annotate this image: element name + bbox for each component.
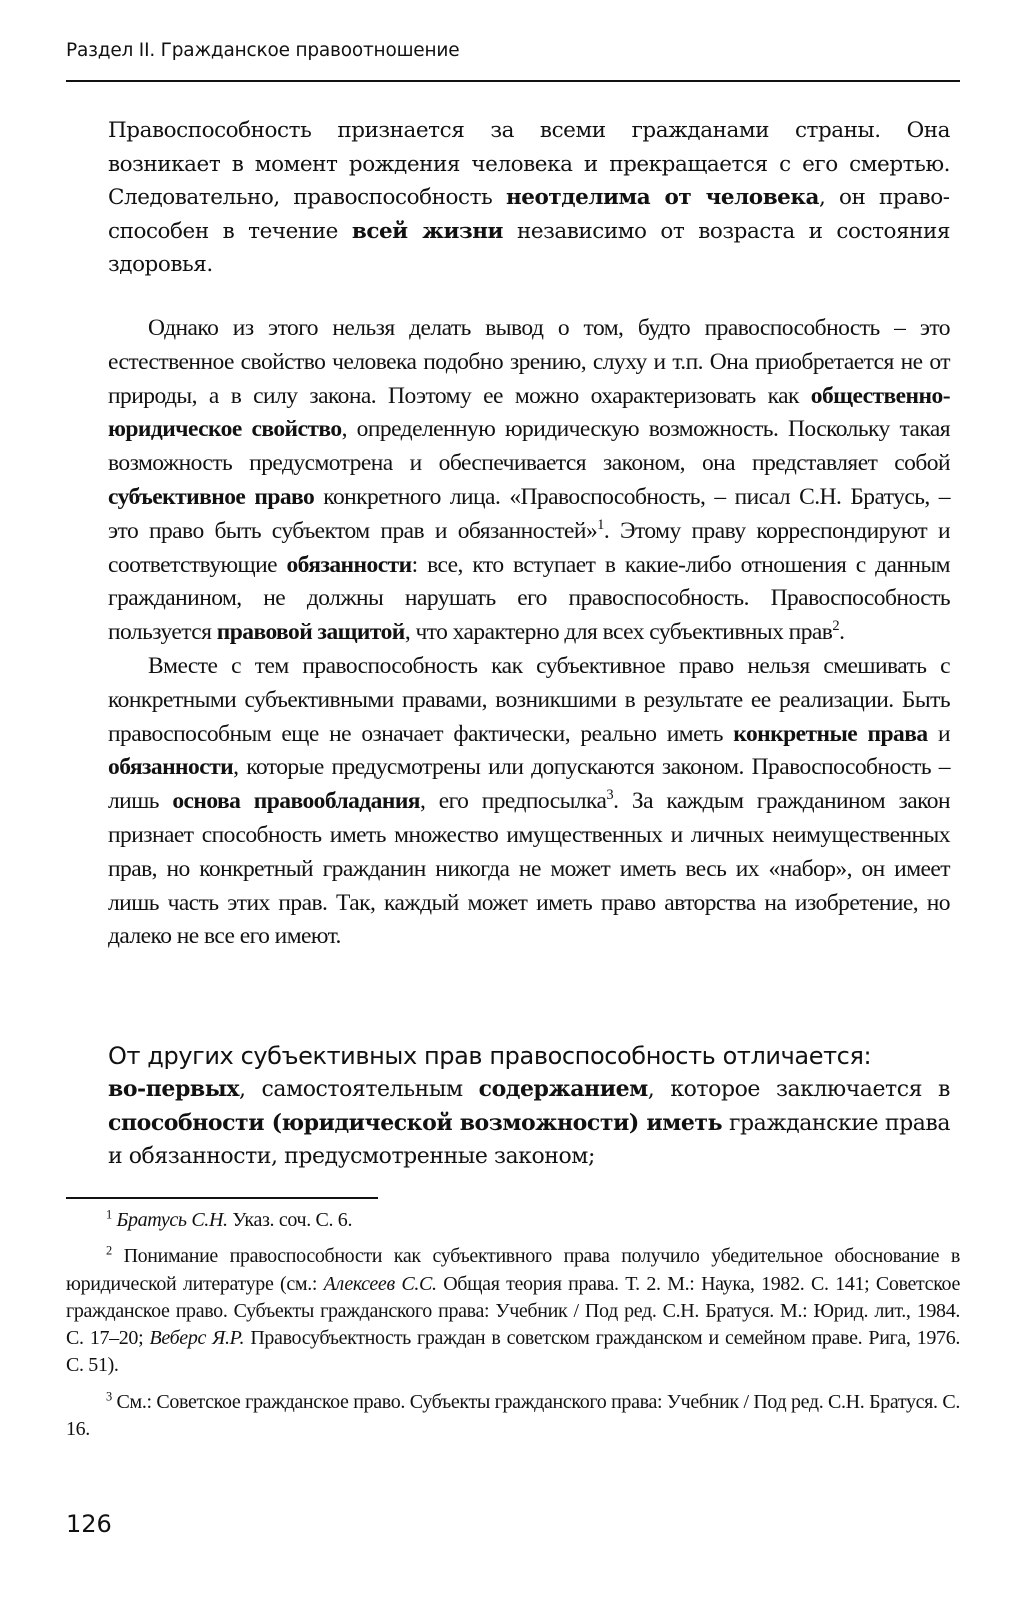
- footnotes: [66, 1207, 960, 1452]
- text-run: независимо от возраста и состояния здоровья.: [108, 218, 951, 277]
- paragraph-large-2: [108, 1073, 950, 1174]
- small-text-block: [108, 312, 950, 954]
- footnote-ref[interactable]: 2: [832, 618, 840, 635]
- author-name: Веберс Я.Р.: [149, 1327, 245, 1350]
- paragraph-small-1: [108, 312, 950, 650]
- bold-term: конкретные права: [733, 720, 928, 747]
- text-run: , самостоятельным: [238, 1077, 479, 1102]
- footnote-rule: [66, 1197, 378, 1199]
- author-name: Алексеев С.С.: [323, 1272, 437, 1295]
- text-run: , что характерно для всех субъективных прав: [404, 619, 833, 646]
- bold-term: правовой защитой: [216, 619, 405, 646]
- paragraph-small-2: [108, 650, 950, 954]
- text-run: . Этому праву корреспондируют и соответствующие: [108, 517, 950, 578]
- footnote-2: [66, 1243, 960, 1379]
- text-run: Понимание правоспособности как субъективного права получило убедительное обоснование в юридической литературе (см.:: [66, 1245, 960, 1295]
- text-run: Однако из этого нельзя делать вывод о том, будто правоспособность – это естественное свойство человека подобно зрению, слуху и т.п. Она приобретается не от природы, а в силу закона. Поэтому ее можно охарактеризовать как: [108, 315, 950, 409]
- header-rule: [66, 80, 960, 82]
- bold-term: общественно-юридическое свойство: [108, 382, 950, 443]
- author-name: Братусь С.Н.: [116, 1209, 228, 1231]
- text-run: , которое заключается в: [647, 1077, 950, 1102]
- page-number: 126: [66, 1510, 112, 1538]
- text-run: Вместе с тем правоспособность как субъективное право нельзя смешивать с конкретными субъективными правами, возникшими в результате ее реализации. Быть правоспособным еще не означает фактически, реально иметь: [108, 652, 950, 747]
- text-run: .: [839, 619, 845, 646]
- footnote-number: 3: [106, 1389, 112, 1404]
- text-run: Указ. соч. С. 6.: [227, 1209, 353, 1231]
- paragraph-lead-in: От других субъективных прав правоспособность отличается:: [108, 1042, 872, 1070]
- bold-term: неотделима от человека: [505, 185, 819, 210]
- text-run: Общая теория права. Т. 2. М.: Наука, 1982. С. 141; Советское гражданское право. Субъекты гражданского права: Учебник / Под ред. С.Н. Братуся. М.: Юрид. лит., 1984. С. 17–20;: [66, 1272, 960, 1350]
- text-run: Правосубъектность граждан в советском гражданском и семейном праве. Рига, 1976. С. 51).: [66, 1327, 961, 1377]
- text-run: , которые предусмотрены или допускаются законом. Правоспособность – лишь: [108, 754, 950, 815]
- text-run: гражданские права и обязанности, предусмотренные законом;: [108, 1110, 950, 1169]
- footnote-number: 2: [106, 1243, 112, 1258]
- paragraph-large-1: [108, 114, 950, 282]
- footnote-ref[interactable]: 1: [597, 516, 604, 533]
- text-run: , он правоспособен в течение: [108, 185, 950, 244]
- bold-term: субъективное право: [108, 483, 315, 510]
- text-run: и: [927, 720, 950, 747]
- bold-term: обязанности: [286, 551, 412, 578]
- text-run: конкретного лица. «Правоспособность, – писал С.Н. Братусь, – это право быть субъектом прав и обязанностей»: [108, 483, 950, 544]
- text-run: , определенную юридическую возможность. Поскольку такая возможность предусмотрена и обеспечивается законом, она представляет собой: [108, 416, 951, 477]
- running-head: Раздел II. Гражданское правоотношение: [66, 40, 460, 61]
- footnote-ref[interactable]: 3: [606, 787, 614, 804]
- bold-term: обязанности: [108, 754, 234, 781]
- footnote-number: 1: [106, 1207, 112, 1222]
- bold-term: основа правообладания: [172, 788, 420, 815]
- bold-term: способности (юридической возможности) иметь: [108, 1109, 723, 1136]
- bold-term: во-первых: [108, 1076, 239, 1102]
- text-run: См.: Советское гражданское право. Субъекты гражданского права: Учебник / Под ред. С.Н. Братуся. С. 16.: [66, 1390, 960, 1441]
- text-run: , его предпосылка: [419, 788, 607, 815]
- text-run: : все, кто вступает в какие-либо отношения с данным гражданином, не должны нарушать его правоспособность. Правоспособность пользуется: [108, 551, 950, 646]
- text-run: . За каждым гражданином закон признает способность иметь множество имущественных и личных неимущественных прав, но конкретный гражданин никогда не может иметь весь их «набор», он имеет лишь часть этих прав. Так, каждый может иметь право авторства на изобретение, но далеко не все его имеют.: [108, 788, 951, 950]
- text-run: Правоспособность признается за всеми гражданами страны. Она возникает в момент рождения человека и прекращается с его смертью. Следовательно, правоспособность: [108, 118, 950, 210]
- footnote-1: [66, 1207, 960, 1234]
- bold-term: всей жизни: [351, 218, 504, 244]
- footnote-3: [66, 1389, 960, 1444]
- bold-term: содержанием: [478, 1076, 648, 1102]
